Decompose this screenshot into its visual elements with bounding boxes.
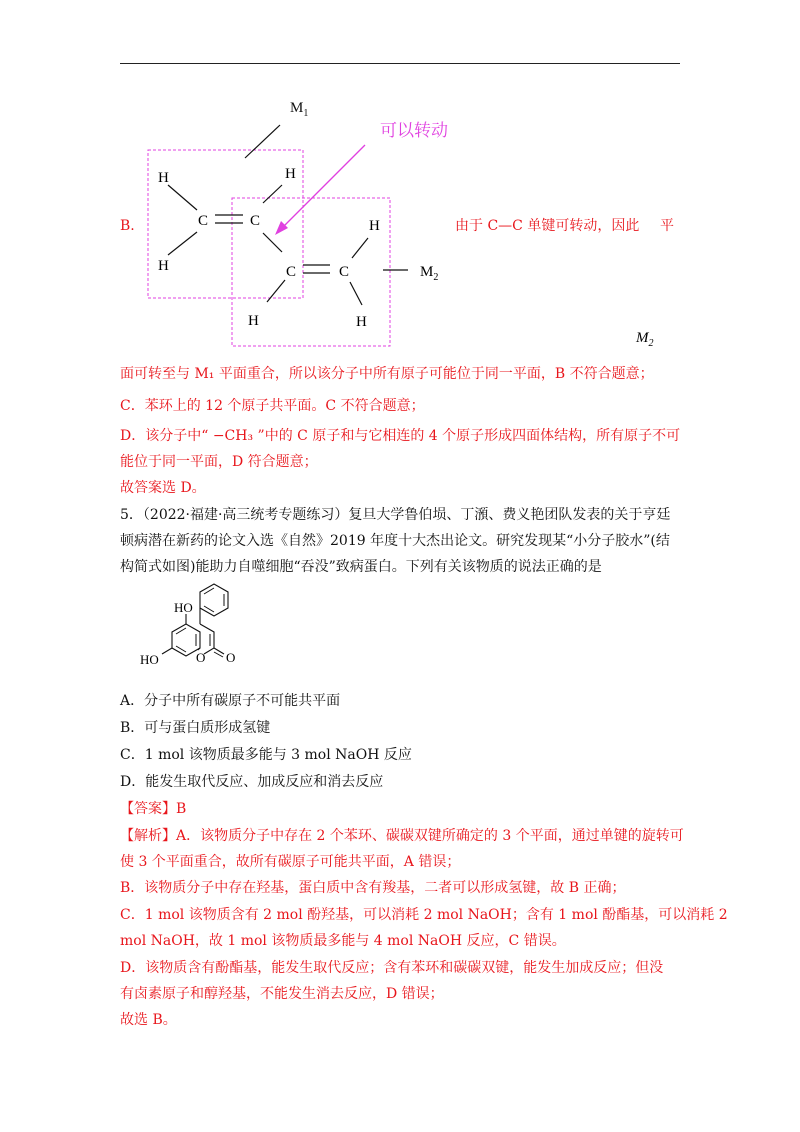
option-b-label: B.: [120, 218, 135, 234]
svg-text:H: H: [158, 170, 169, 186]
option-b-line2: 面可转至与 M₁ 平面重合，所以该分子中所有原子可能位于同一平面，B 不符合题意；: [120, 366, 654, 382]
svg-text:O: O: [196, 650, 206, 665]
analysis-line-1: 【解析】A．该物质分子中存在 2 个苯环、碳碳双键所确定的 3 个平面，通过单键的旋转可: [120, 828, 684, 844]
svg-text:O: O: [226, 650, 236, 665]
svg-text:H: H: [369, 218, 380, 234]
svg-text:C: C: [198, 213, 209, 229]
analysis-line-2: 使 3 个平面重合，故所有碳原子可能共平面，A 错误；: [120, 854, 461, 870]
question-5-line2: 顿病潜在新药的论文入选《自然》2019 年度十大杰出论文。研究发现某“小分子胶水”(结: [120, 533, 670, 549]
svg-text:C: C: [339, 264, 350, 280]
question-5-line3: 构简式如图)能助力自噬细胞“吞没”致病蛋白。下列有关该物质的说法正确的是: [120, 559, 602, 575]
header-rule: [120, 63, 680, 64]
svg-text:M2: $M_2$: [636, 330, 654, 349]
analysis-line-5: mol NaOH，故 1 mol 该物质最多能与 4 mol NaOH 反应，C 错误。: [120, 933, 566, 949]
analysis-line-7: 有卤素原子和醇羟基，不能发生消去反应，D 错误；: [120, 986, 444, 1002]
svg-text:C: C: [286, 264, 297, 280]
option-d-line2: 能位于同一平面，D 符合题意；: [120, 454, 318, 470]
analysis-line-6: D．该物质含有酚酯基，能发生取代反应；含有苯环和碳碳双键，能发生加成反应；但没: [120, 960, 664, 976]
q5-option-c: C．1 mol 该物质最多能与 3 mol NaOH 反应: [120, 747, 412, 763]
svg-text:H: H: [248, 313, 259, 329]
analysis-line-8: 故选 B。: [120, 1012, 177, 1028]
svg-text:C: C: [250, 213, 261, 229]
option-b-text-tail: 平: [660, 218, 674, 234]
q5-option-d: D．能发生取代反应、加成反应和消去反应: [120, 774, 384, 790]
analysis-line-3: B．该物质分子中存在羟基，蛋白质中含有羧基，二者可以形成氢键，故 B 正确；: [120, 880, 626, 896]
option-c: C．苯环上的 12 个原子共平面。C 不符合题意；: [120, 398, 425, 414]
svg-text:HO: HO: [174, 600, 193, 615]
svg-text:H: H: [356, 314, 367, 330]
svg-text:H: H: [158, 258, 169, 274]
option-b-text-right: 由于 C—C 单键可转动，因此: [455, 218, 640, 234]
molecule-structure: [140, 580, 280, 685]
rotate-label: 可以转动: [380, 121, 448, 141]
option-d-line1: D．该分子中“ −CH₃ ”中的 C 原子和与它相连的 4 个原子形成四面体结构，所有原子不可: [120, 428, 681, 444]
svg-text:M2: $M_2$: [420, 264, 439, 283]
svg-text:HO: HO: [140, 652, 159, 667]
q5-answer: 【答案】B: [120, 801, 187, 817]
q5-option-b: B．可与蛋白质形成氢键: [120, 720, 271, 736]
svg-text:H: H: [285, 166, 296, 182]
svg-text:M1: $M_1$: [290, 100, 309, 119]
q5-option-a: A．分子中所有碳原子不可能共平面: [120, 693, 341, 709]
analysis-line-4: C．1 mol 该物质含有 2 mol 酚羟基，可以消耗 2 mol NaOH；含有 1 mol 酚酯基，可以消耗 2: [120, 907, 728, 923]
previous-answer: 故答案选 D。: [120, 480, 206, 496]
question-5-line1: 5．（2022·福建·高三统考专题练习）复旦大学鲁伯埙、丁澦、费义艳团队发表的关于亨廷: [120, 507, 671, 523]
